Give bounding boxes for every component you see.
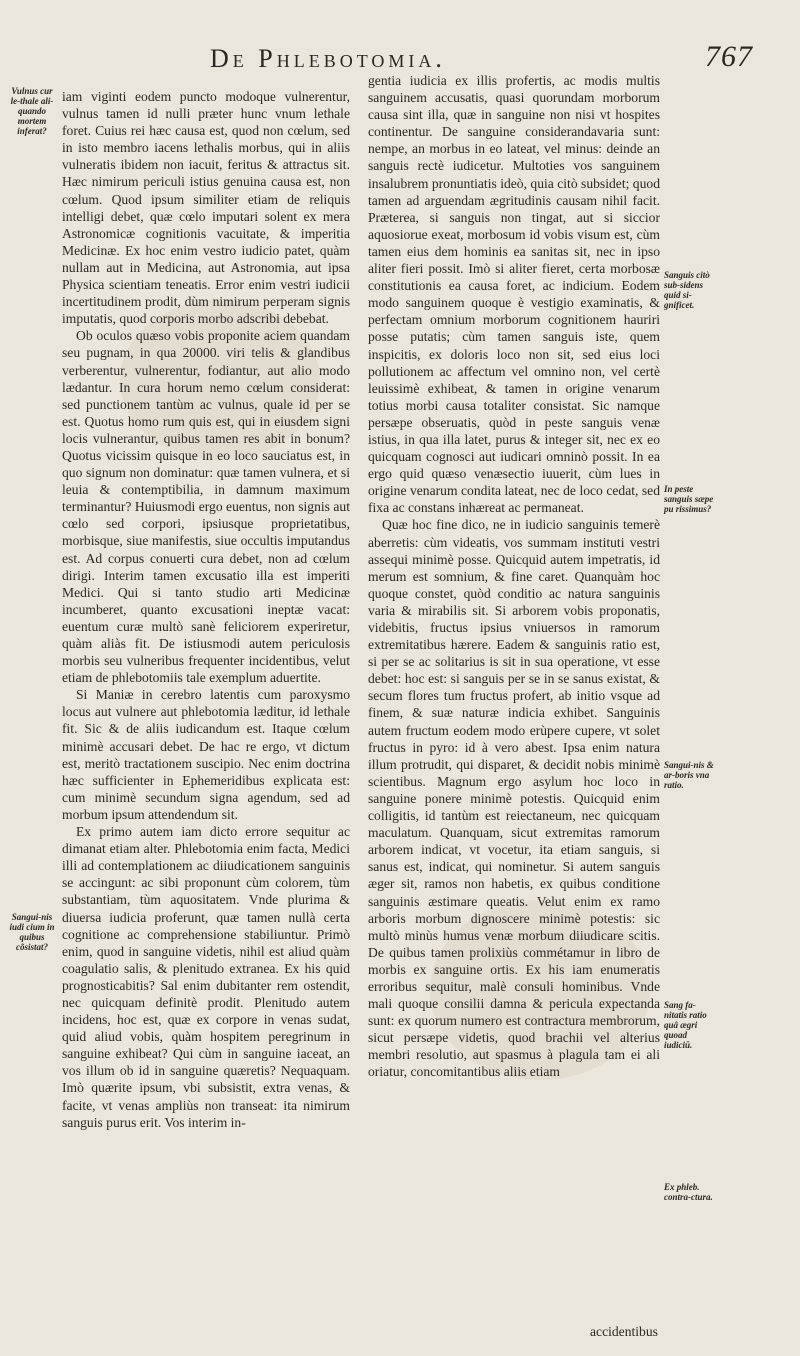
left-text-column (62, 88, 350, 1333)
paragraph: gentia iudicia ex illis profertis, ac modis multis sanguinem accusatis, quasi quorundam morborum causa sint illa, quæ in sanguine non nisi vt hospites continentur. De sanguine considerandavaria sunt: nempe, an morbus in eo lateat, vel minus: deinde an sanguis rectè iudicetur. Multoties vos sanguinem insalubrem pronuntiatis ideò, quia citò subsidet; quod tamen ad arguendam ægritudinis causam nihil facit. Præterea, si sanguis non tingat, aut si siccior aquosiorue exeat, morbosum id vobis visum est, cùm tamen eius dem hominis ea sanitas sit, nec in ipso aliter fieri possit. Imò si aliter fieret, certa morbosæ constitutionis ea causa foret, ac indicium. Eodem modo sanguinem quoque è vestigio examinatis, & perfectam omnium morborum cognitionem hauriri posse putatis; cùm tamen sanguis iste, quem inspicitis, ex doloris loco non sit, sed eius loci pollutionem ac affectum vel omnino non, vel certè leuissimè exhibeat, & tamen in origine venarum totius morbi causa totaliter consistat. Sic namque persæpe obseruatis, quòd in peste sanguis venæ istius, in qua illa latet, purus & integer sit, nec ex eo quicquam cognosci aut iudicari omninò possit. In ea ergo quid quæso venæsectio iuuerit, cùm lues in origine venarum condita lateat, nec de loco cedat, sed fixa ac constans inhæreat ac permaneat. (368, 73, 660, 516)
marginal-note-sanguis-subsidens: Sanguis citò sub-sidens quid si-gnificet. (664, 270, 710, 310)
marginal-note-vulnus: Vulnus cur le-thale ali-quando mortem inferat? (10, 86, 54, 136)
paragraph: Ex primo autem iam dicto errore sequitur ac dimanat etiam alter. Phlebotomia enim facta, Medici illi ad contemplationem ac diiudicationem sanguinis se accingunt: ac sibi proponunt cùm colorem, tùm substantiam, tùm aquositatem. Vnde plurima & diuersa iudicia proferunt, quæ tamen nullà certa cognitione ac comprehensione stabiliuntur. Primò enim, quod in sanguine videtis, nihil est aliud quàm coagulatio salis, & plenitudo extranea. Ex his quid prognosticabitis? Sal enim dubitanter rem ostendit, nec quicquam definitè prodit. Plenitudo autem incidens, hoc est, quæ ex corpore in venas sudat, quid aliud vobis, quàm hospitem peregrinum in sanguine exhibeat? Qui cùm in sanguine iaceat, an vos illum ob id in sanguine quæretis? Nequaquam. Imò quærite ipsum, vbi subsistit, extra venas, & facite, vt venas ampliùs non transeat: ita nimirum sanguis purus erit. Vos interim in- (62, 824, 350, 1130)
marginal-note-sanguinis-iudicium: Sangui-nis iudi cium in quibus cõsistat? (9, 912, 55, 952)
running-head-title: De Phlebotomia. (210, 44, 446, 73)
marginal-note-arboris: Sangui-nis & ar-boris vna ratio. (664, 760, 714, 790)
right-text-column (368, 72, 660, 1328)
page-number: 767 (705, 40, 753, 73)
paragraph: Quæ hoc fine dico, ne in iudicio sanguinis temerè aberretis: cùm videatis, vos summam instituti vestri assequi minimè posse. Quicquid autem impetratis, id merum est somnium, & fine caret. Quanquàm hoc quoque constet, quòd conditio ac natura sanguinis varia & mirabilis sit. Si arborem vobis proponatis, videbitis, fructus ipsius vniuersos in ramorum extremitatibus hærere. Eadem & sanguinis ratio est, si per se ac solitarius is sit in sua operatione, vt esse debet: hoc est: si sanguis per se in se sanus existat, & secum flores tum fructus profert, ab initio vsque ad finem, & suæ naturæ indicia exhibet. Sanguinis autem fructum eodem modo erùpere cupere, vt solet fructus in pyro: id à vero abest. Ipsa enim natura illum protrudit, qui disparet, & decidit nobis minimè scientibus. Magnum ergo asylum hoc loco in sanguine ponere minimè potestis. Quicquid enim colligitis, id tantùm est reiectaneum, nec quicquam maculatum. Quanquam, sicut extremitas ramorum arborem indicat, vt vocetur, ita etiam sanguis, si sanus est, indicat, qui nominetur. Si autem sanguis æger sit, ramos non habetis, ex quibus conditione sanguinis æstimare queatis. Velut enim ex ramo arboris morbum dignoscere minimè potestis: sic multò minùs humus venæ morbum diiudicare scitis. De quibus tamen prolixiùs commétamur in libro de morbis ex sanguine ortis. Ex his iam enumeratis erroribus sequitur, malè consuli hominibus. Vnde mali quoque consilii damna & pericula expectanda sunt: ex quorum numero est contractura membrorum, sicut persæpe videtis, quod brachii vel alterius membri resolutio, aut spasmus à plagula tam ei ali oriatur, concomitantibus aliis etiam (368, 517, 660, 1080)
marginal-note-aegri: Sang fa-nitatis ratio quâ ægri quoad iudiciū. (664, 1000, 707, 1050)
paragraph: Ob oculos quæso vobis proponite aciem quandam seu pugnam, in qua 20000. viri telis & glandibus verberentur, vulnerentur, fodiantur, aut alio modo lædantur. In cura horum nemo cœlum considerat: sed punctionem tantùm ac vulnus, quale id per se est. Quotus homo rum quis est, qui in eiusdem signi locis vulnerantur, quibus tamen res abit in bonum? Quotus vicissim quisque in eo loco sauciatus est, in quo signum non dominatur: quæ tamen vulnera, et si leuia & contemptibilia, in damnum maximum terminantur? Huiusmodi ergo euentus, non signis aut cœlo sed corpori, ipsiusque proprietatibus, morbisque, siue manifestis, siue occultis imputandus est. Ad corpus conuerti cura debet, non ad cœlum dirigi. Interim tamen excusatio illa est imperiti Medici. Qui si tanto studio arti Medicinæ incumberet, quanto excusationi ineptæ vacat: euentum curæ multò sanè feliciorem experiretur, quàm aliàs fit. De istiusmodi autem periculosis morbis seu vulneribus frequenter incidentibus, velut etiam de phlebotomiis tale exemplum aduertite. (62, 328, 350, 686)
marginal-note-phlebotomia: Ex phleb. contra-ctura. (664, 1182, 713, 1202)
marginal-note-peste: In peste sanguis sæpe pu rissimus? (664, 484, 714, 514)
paragraph: Si Maniæ in cerebro latentis cum paroxysmo locus aut vulnere aut phlebotomia læditur, id lethale fit. Sic & de aliis iudicandum est. Itaque cœlum minimè accusari debet. De hac re ergo, vt dictum est, meritò tractationem suscipio. Nec enim doctrina hæc sufficienter in Ephemeridibus explicata est: cum minimè secundum signa agendum, sed ad morbum ipsum attendendum sit. (62, 687, 350, 822)
catchword: accidentibus (590, 1324, 658, 1339)
paragraph: iam viginti eodem puncto modoque vulnerentur, vulnus tamen id nulli præter hunc vnum lethale foret. Cuius rei hæc causa est, quod non cœlum, sed in isto membro iacens lethalis morbus, qui in aliis vulneratis ibidem non iacuit, feritus & attractus sit. Hæc nimirum periculi istius genuina causa est, non cœlum. Quod ipsum similiter etiam de reliquis intelligi debet, quæ cœlo imputari solent ex mera Astronomicæ cognitionis vacuitate, & imperitia Medicinæ. Ex hoc enim vestro iudicio patet, quàm nullam aut in Medicina, aut Astronomia, aut ipsa Physica scientiam teneatis. Error enim vestri iudicii incertitudinem prodit, dùm nimirum perperam signis imputatis, quod corporis morbo adscribi debebat. (62, 89, 350, 327)
